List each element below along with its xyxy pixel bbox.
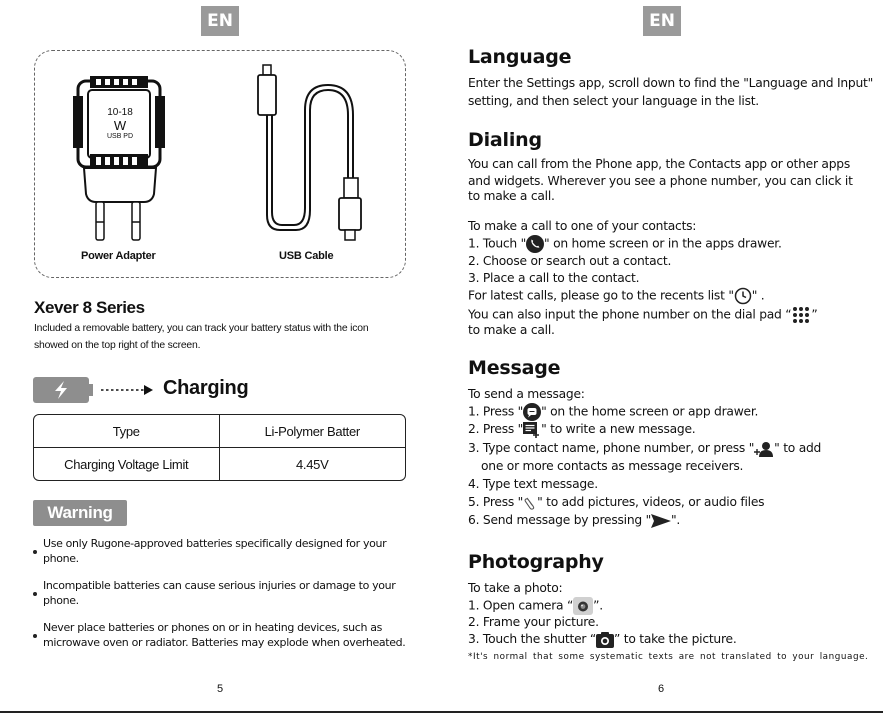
step-text: " .: [751, 288, 765, 303]
page-number-left: 5: [217, 683, 224, 695]
warning-line: phone.: [43, 593, 79, 607]
warning-line: phone.: [43, 551, 79, 565]
camera-app-icon: [573, 597, 593, 615]
warning-line: microwave oven or radiator. Batteries may explode when overheated.: [43, 635, 406, 649]
phone-icon: [526, 235, 544, 253]
step-text: " to add: [774, 441, 822, 455]
message-step-3: [468, 440, 821, 458]
message-app-icon: [523, 403, 541, 421]
step-text: 2. Press ": [468, 422, 524, 436]
battery-spec-table: [33, 414, 406, 481]
dialing-step-2: 2. Choose or search out a contact.: [468, 253, 672, 268]
table-row: [34, 415, 405, 448]
message-step-5: [468, 494, 764, 512]
language-badge-left: EN: [201, 6, 239, 36]
step-text: ”: [811, 307, 818, 322]
message-step-3-cont: one or more contacts as message receivers.: [481, 459, 744, 473]
section-title-photography: Photography: [468, 551, 604, 573]
step-text: For latest calls, please go to the recents list ": [468, 288, 734, 303]
charging-title: Charging: [163, 377, 249, 399]
step-text: 1. Press ": [468, 404, 524, 419]
table-cell: Type: [34, 415, 220, 448]
step-text: 5. Press ": [468, 495, 524, 509]
power-adapter-illustration: [70, 72, 170, 247]
section-title-message: Message: [468, 357, 561, 379]
table-cell: Charging Voltage Limit: [34, 448, 220, 480]
dialing-line: You can call from the Phone app, the Contacts app or other apps: [468, 157, 850, 171]
table-cell: 4.45V: [296, 456, 329, 472]
step-text: " on home screen or in the apps drawer.: [544, 236, 782, 251]
adapter-wattage-range: 10-18: [107, 107, 133, 118]
step-text: " to write a new message.: [541, 422, 696, 436]
adapter-usb-pd: USB PD: [106, 133, 134, 140]
dialing-step-1: [468, 235, 782, 253]
photo-step-1: [468, 597, 603, 615]
dialing-step-3: 3. Place a call to the contact.: [468, 271, 640, 285]
caption-usb-cable: USB Cable: [279, 250, 334, 262]
series-text-line-1: Included a removable battery, you can track your battery status with the icon: [34, 323, 369, 334]
new-message-icon: [523, 422, 541, 438]
warning-label: Warning: [33, 500, 127, 526]
dialing-recents: [468, 287, 764, 305]
section-title-dialing: Dialing: [468, 129, 542, 151]
step-text: ” to take the picture.: [613, 632, 737, 646]
step-text: " to add pictures, videos, or audio files: [537, 495, 765, 509]
caption-power-adapter: Power Adapter: [81, 250, 156, 262]
language-badge-right: EN: [643, 6, 681, 36]
step-text: ".: [671, 513, 681, 527]
step-text: 6. Send message by pressing ": [468, 513, 651, 527]
step-text: 3. Touch the shutter “: [468, 632, 596, 646]
warning-line: Incompatible batteries can cause serious injuries or damage to your: [43, 579, 396, 592]
warning-line: Use only Rugone-approved batteries specifically designed for your: [43, 537, 387, 550]
attachment-icon: [523, 496, 537, 510]
bullet-dot: [33, 592, 37, 596]
send-icon: [651, 514, 671, 528]
section-title-language: Language: [468, 46, 572, 68]
series-text-line-2: showed on the top right of the screen.: [34, 340, 201, 351]
photo-step-3: [468, 631, 736, 649]
dialpad-icon: [791, 305, 811, 325]
dialing-dialpad-end: to make a call.: [468, 323, 555, 337]
language-line: setting, and then select your language in the list.: [468, 93, 759, 108]
add-contact-icon: [754, 441, 774, 457]
message-step-4: 4. Type text message.: [468, 477, 598, 491]
message-step-2: [468, 421, 695, 439]
step-text: 1. Touch ": [468, 236, 526, 251]
battery-charging-icon: [33, 377, 158, 403]
clock-icon: [734, 287, 752, 305]
series-title: Xever 8 Series: [34, 298, 145, 317]
bullet-dot: [33, 634, 37, 638]
message-step-1: [468, 403, 758, 421]
usb-cable-illustration: [248, 60, 363, 245]
message-intro: To send a message:: [468, 387, 585, 401]
step-text: " on the home screen or app drawer.: [541, 404, 759, 419]
step-text: 1. Open camera “: [468, 598, 574, 613]
table-cell: Li-Polymer Batter: [220, 415, 406, 448]
dialing-line: and widgets. Wherever you see a phone number, you can click it: [468, 174, 853, 188]
step-text: 3. Type contact name, phone number, or press ": [468, 441, 755, 455]
photo-intro: To take a photo:: [468, 581, 563, 595]
page-number-right: 6: [658, 683, 665, 695]
step-text: ”.: [593, 598, 603, 613]
photo-step-2: 2. Frame your picture.: [468, 615, 599, 629]
adapter-wattage-unit: W: [113, 118, 127, 133]
shutter-icon: [596, 632, 614, 648]
step-text: You can also input the phone number on the dial pad “: [468, 307, 792, 322]
dialing-line: to make a call.: [468, 189, 555, 203]
warning-line: Never place batteries or phones on or in heating devices, such as: [43, 621, 383, 634]
language-line: Enter the Settings app, scroll down to find the "Language and Input": [468, 76, 874, 90]
bullet-dot: [33, 550, 37, 554]
dialing-steps-intro: To make a call to one of your contacts:: [468, 219, 697, 233]
table-row: [34, 448, 405, 480]
translation-note: *It's normal that some systematic texts are not translated to your language.: [468, 652, 869, 662]
message-step-6: [468, 512, 680, 530]
